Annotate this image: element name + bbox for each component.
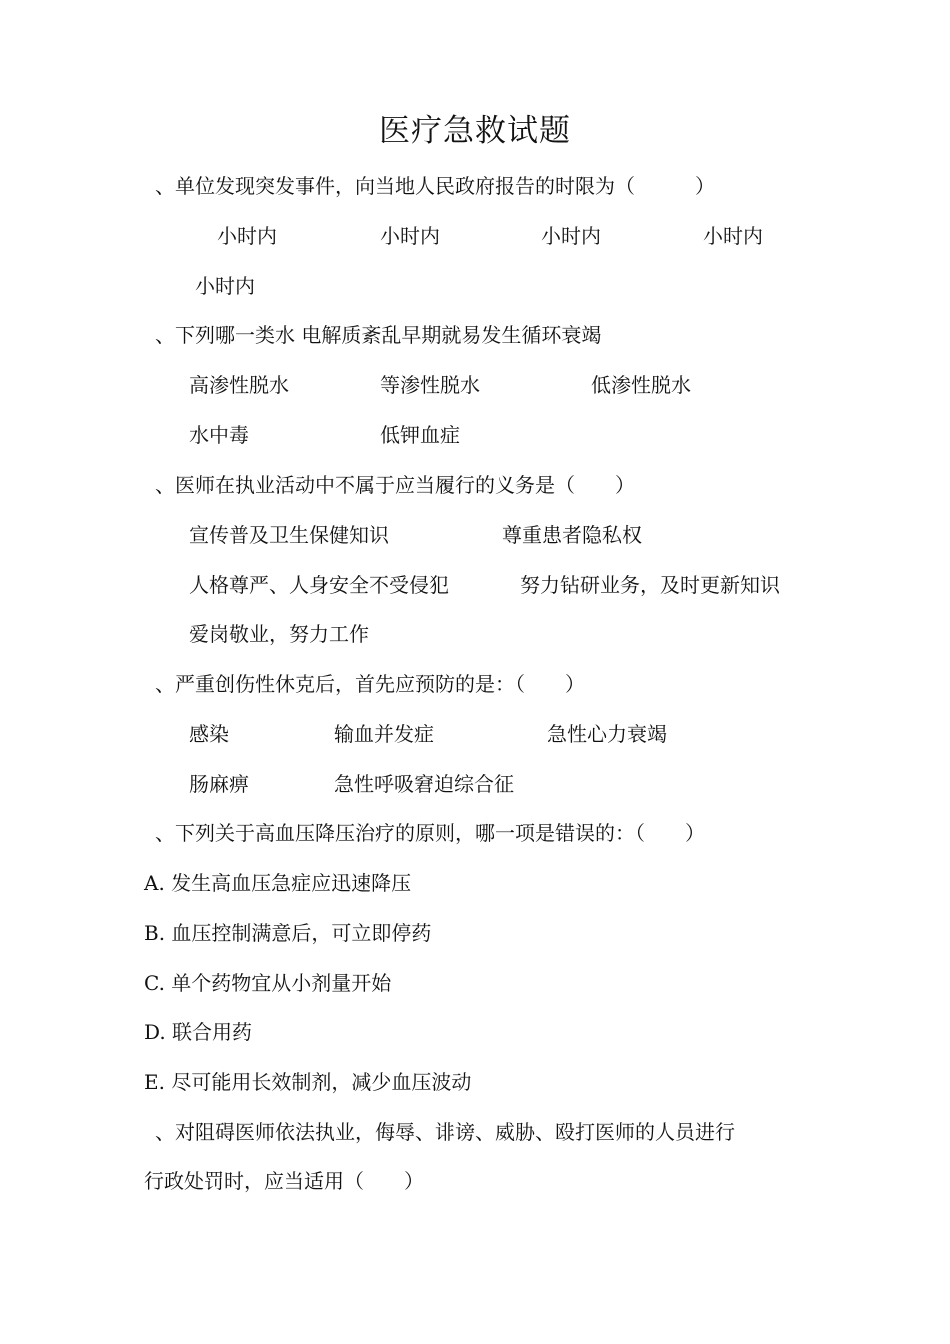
question-3-stem: 、医师在执业活动中不属于应当履行的义务是（ ） (155, 473, 635, 497)
question-5-option-d: D. 联合用药 (144, 1020, 253, 1044)
question-1-option-d: 小时内 (703, 224, 763, 248)
question-5-option-c: C. 单个药物宜从小剂量开始 (144, 971, 392, 995)
question-1-stem: 、单位发现突发事件，向当地人民政府报告的时限为（ ） (155, 174, 715, 198)
question-4-stem: 、严重创伤性休克后，首先应预防的是：（ ） (155, 672, 585, 696)
question-2-stem: 、下列哪一类水 电解质紊乱早期就易发生循环衰竭 (155, 323, 602, 347)
question-2-option-a: 高渗性脱水 (189, 373, 289, 397)
question-4-option-c: 急性心力衰竭 (547, 722, 667, 746)
question-3-option-e: 爱岗敬业，努力工作 (189, 622, 369, 646)
question-4-option-d: 肠麻痹 (189, 772, 249, 796)
question-2-option-e: 低钾血症 (380, 423, 460, 447)
question-6-stem-line-1: 、对阻碍医师依法执业，侮辱、诽谤、威胁、殴打医师的人员进行 (155, 1120, 735, 1144)
question-3-option-b: 尊重患者隐私权 (502, 523, 642, 547)
question-5-stem: 、下列关于高血压降压治疗的原则，哪一项是错误的：（ ） (155, 821, 705, 845)
question-1-option-b: 小时内 (380, 224, 440, 248)
question-3-option-d: 努力钻研业务，及时更新知识 (520, 573, 780, 597)
page-title: 医疗急救试题 (379, 113, 571, 149)
question-1-option-e: 小时内 (195, 274, 255, 298)
question-2-option-d: 水中毒 (189, 423, 249, 447)
question-6-stem-line-2: 行政处罚时，应当适用（ ） (144, 1169, 424, 1193)
question-5-option-a: A. 发生高血压急症应迅速降压 (144, 871, 412, 895)
question-3-option-c: 人格尊严、人身安全不受侵犯 (189, 573, 449, 597)
question-3-option-a: 宣传普及卫生保健知识 (189, 523, 389, 547)
question-4-option-a: 感染 (189, 722, 229, 746)
question-4-option-b: 输血并发症 (334, 722, 434, 746)
question-4-option-e: 急性呼吸窘迫综合征 (334, 772, 514, 796)
question-1-option-a: 小时内 (217, 224, 277, 248)
question-2-option-c: 低渗性脱水 (591, 373, 691, 397)
question-5-option-e: E. 尽可能用长效制剂，减少血压波动 (144, 1070, 472, 1094)
question-5-option-b: B. 血压控制满意后，可立即停药 (144, 921, 432, 945)
question-2-option-b: 等渗性脱水 (380, 373, 480, 397)
question-1-option-c: 小时内 (541, 224, 601, 248)
